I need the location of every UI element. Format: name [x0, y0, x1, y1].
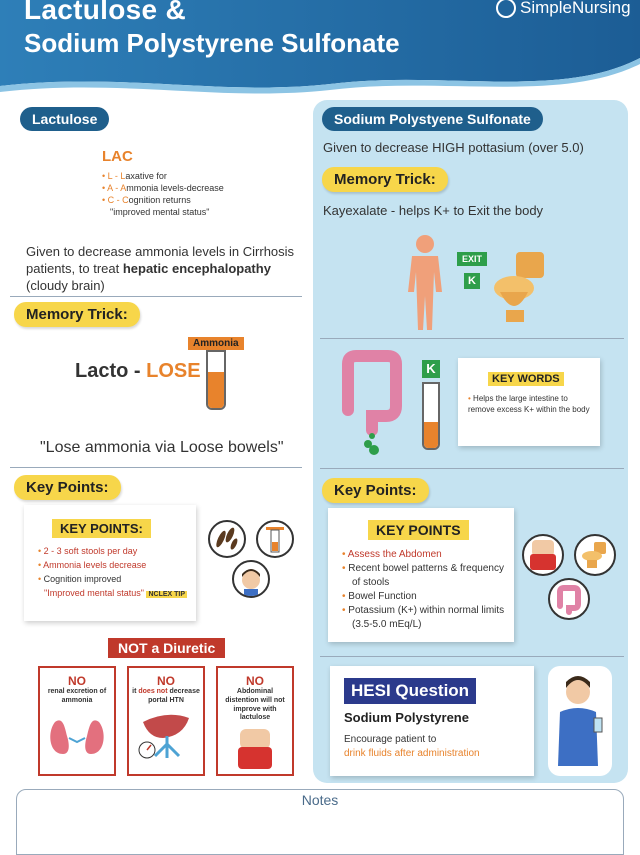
list-item: • Ammonia levels decrease	[38, 559, 147, 570]
potassium-tube-icon	[422, 382, 440, 450]
list-item: • Cognition improved	[38, 573, 122, 584]
not-diuretic-banner: NOT a Diuretic	[108, 638, 225, 658]
key-points-card-title: KEY POINTS:	[52, 519, 151, 538]
lactulose-key-points-list	[38, 545, 187, 601]
lactulose-memory-trick-label: Memory Trick:	[14, 302, 140, 327]
hesi-line1: Encourage patient to	[344, 734, 437, 745]
sps-memory-trick-label: Memory Trick:	[322, 167, 448, 192]
abdomen-icon	[522, 534, 564, 576]
large-intestine-icon	[336, 350, 408, 456]
lac-item-l: • L - Laxative for	[102, 171, 167, 181]
human-body-icon	[400, 232, 450, 332]
lose-ammonia-quote: "Lose ammonia via Loose bowels"	[40, 439, 284, 456]
sps-key-points-list	[342, 548, 512, 632]
k-potassium-icon: K	[422, 360, 440, 378]
hesi-question-title: HESI Question	[344, 678, 476, 704]
divider	[320, 468, 624, 469]
ammonia-tube-icon	[206, 350, 226, 410]
lactulose-key-points-label: Key Points:	[14, 475, 121, 500]
header-banner	[0, 0, 640, 100]
page-title-line2: Sodium Polystyrene Sulfonate	[24, 28, 400, 58]
lac-note: "improved mental status"	[110, 207, 210, 218]
exit-sign: EXIT	[457, 252, 487, 266]
list-item: • Potassium (K+) within normal limits (3.5-5.0 mEq/L)	[342, 605, 505, 630]
key-points-card-title: KEY POINTS	[368, 520, 469, 540]
sps-key-points-label: Key Points:	[322, 478, 429, 503]
lac-item-c: • C - Cognition returns	[102, 195, 191, 206]
key-words-title: KEY WORDS	[488, 372, 564, 386]
key-words-card	[458, 358, 600, 446]
list-item: • 2 - 3 soft stools per day	[38, 546, 138, 556]
sps-given-text: Given to decrease HIGH pottasium (over 5.0)	[323, 140, 584, 155]
lactulose-description: Given to decrease ammonia levels in Cirrhosis patients, to treat hepatic encephalopathy (cloudy brain)	[26, 244, 295, 293]
brand-logo	[496, 0, 631, 18]
hesi-subtitle: Sodium Polystyrene	[344, 710, 469, 725]
brand-icon	[496, 0, 516, 18]
liver-gauge-icon	[133, 710, 199, 760]
no-portal-htn-box: NO it does not decrease portal HTN	[127, 666, 205, 776]
page-title-line1: Lactulose &	[24, 0, 187, 25]
sps-heading: Sodium Polystyene Sulfonate	[322, 107, 543, 131]
lac-mnemonic-list	[102, 170, 224, 219]
sps-key-points-card	[328, 508, 514, 642]
notes-label: Notes	[301, 792, 339, 808]
hesi-line2: drink fluids after administration	[344, 748, 480, 759]
test-tube-icon	[256, 520, 294, 558]
patient-drinking-icon	[548, 666, 612, 776]
lacto-lose-mnemonic: Lacto - LOSE	[75, 360, 201, 382]
divider	[10, 296, 302, 297]
no-abdominal-distention-box: NO Abdominal distention will not improve with lactulose	[216, 666, 294, 776]
lac-item-a: • A - Ammonia levels-decrease	[102, 183, 224, 194]
list-item: • Recent bowel patterns & frequency of stools	[342, 563, 504, 588]
abdomen-icon	[230, 729, 280, 773]
brand-name: SimpleNursing	[520, 0, 631, 17]
list-item: • Assess the Abdomen	[342, 549, 442, 560]
toilet-icon	[492, 250, 548, 328]
list-item: "Improved mental status" NCLEX TIP	[44, 587, 186, 598]
divider	[320, 338, 624, 339]
toilet-icon	[574, 534, 616, 576]
kayexalate-mnemonic: Kayexalate - helps K+ to Exit the body	[323, 203, 544, 218]
divider	[10, 467, 302, 468]
ammonia-label: Ammonia	[188, 337, 244, 350]
list-item: • Bowel Function	[342, 591, 417, 602]
notes-area[interactable]	[16, 789, 624, 855]
no-renal-excretion-box: NO renal excretion of ammonia	[38, 666, 116, 776]
lactulose-heading: Lactulose	[20, 107, 109, 131]
kidneys-icon	[47, 714, 107, 760]
lac-mnemonic-title: LAC	[102, 148, 133, 165]
patient-face-icon	[232, 560, 270, 598]
stool-icon	[208, 520, 246, 558]
divider	[320, 656, 624, 657]
lactulose-key-points-card	[24, 505, 196, 621]
intestine-icon	[548, 578, 590, 620]
key-words-text: • Helps the large intestine to remove excess K+ within the body	[468, 394, 590, 414]
k-potassium-icon: K	[464, 273, 480, 289]
